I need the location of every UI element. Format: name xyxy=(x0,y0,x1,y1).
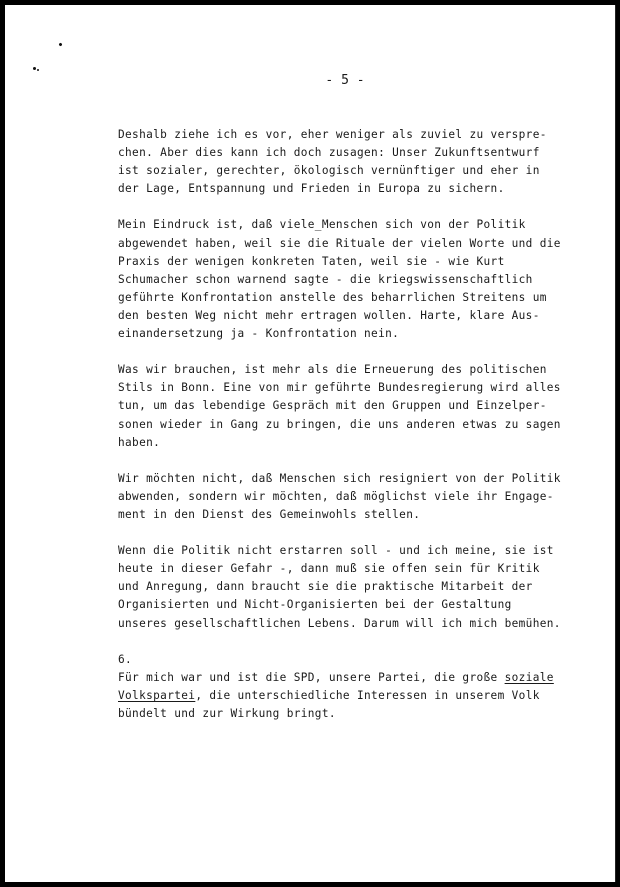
text-line: sonen wieder in Gang zu bringen, die uns anderen etwas zu sagen xyxy=(118,417,561,431)
text-line: den besten Weg nicht mehr ertragen wollen. Harte, klare Aus- xyxy=(118,308,540,322)
paragraph-4 xyxy=(118,470,568,524)
text-line: ment in den Dienst des Gemeinwohls stellen. xyxy=(118,507,421,521)
text-segment: Für mich war und ist die SPD, unsere Partei, die große xyxy=(118,670,505,684)
text-line: Wir möchten nicht, daß Menschen sich resigniert von der Politik xyxy=(118,471,561,485)
text-line: bündelt und zur Wirkung bringt. xyxy=(118,707,336,720)
text-line: ist sozialer, gerechter, ökologisch vernünftiger und eher in xyxy=(118,164,540,178)
text-line: haben. xyxy=(118,435,161,449)
scan-speck xyxy=(37,69,39,71)
underlined-text: soziale xyxy=(504,670,554,684)
text-line: Schumacher schon warnend sagte - die kriegswissenschaftlich xyxy=(118,272,533,286)
text-line: Was wir brauchen, ist mehr als die Erneuerung des politischen xyxy=(118,363,547,377)
text-line: Praxis der wenigen konkreten Taten, weil sie - wie Kurt xyxy=(118,254,505,268)
text-line: Wenn die Politik nicht erstarren soll - und ich meine, sie ist xyxy=(118,544,554,558)
text-line: chen. Aber dies kann ich doch zusagen: Unser Zukunftsentwurf xyxy=(118,146,540,160)
scan-speck xyxy=(58,42,62,46)
underlined-text: Volkspartei xyxy=(118,688,196,702)
text-line: unseres gesellschaftlichen Lebens. Darum will ich mich bemühen. xyxy=(118,616,561,630)
text-line xyxy=(118,687,568,705)
section-6 xyxy=(118,651,568,723)
document-body xyxy=(118,126,568,741)
text-line: geführte Konfrontation anstelle des beharrlichen Streitens um xyxy=(118,290,547,304)
paragraph-3 xyxy=(118,361,568,451)
scan-speck xyxy=(33,67,36,70)
text-line: abgewendet haben, weil sie die Rituale der vielen Worte und die xyxy=(118,236,561,250)
text-line: Deshalb ziehe ich es vor, eher weniger als zuviel zu verspre- xyxy=(118,128,547,141)
document-page xyxy=(5,5,616,882)
text-line: Organisierten und Nicht-Organisierten bei der Gestaltung xyxy=(118,598,512,612)
paragraph-2 xyxy=(118,216,568,343)
text-line: heute in dieser Gefahr -, dann muß sie offen sein für Kritik xyxy=(118,562,540,576)
section-heading: 6. xyxy=(118,652,133,666)
paragraph-5 xyxy=(118,542,568,632)
text-line: Mein Eindruck ist, daß viele_Menschen sich von der Politik xyxy=(118,218,526,232)
text-line xyxy=(118,669,568,687)
text-line: tun, um das lebendige Gespräch mit den Gruppen und Einzelper- xyxy=(118,399,547,413)
text-line: der Lage, Entspannung und Frieden in Europa zu sichern. xyxy=(118,182,505,196)
text-line: einandersetzung ja - Konfrontation nein. xyxy=(118,327,400,341)
text-line: Stils in Bonn. Eine von mir geführte Bundesregierung wird alles xyxy=(118,381,561,395)
page-number: - 5 - xyxy=(325,73,365,88)
paragraph-1 xyxy=(118,126,568,198)
text-line: abwenden, sondern wir möchten, daß möglichst viele ihr Engage- xyxy=(118,489,554,503)
text-segment: , die unterschiedliche Interessen in unserem Volk xyxy=(195,688,540,702)
text-line: und Anregung, dann braucht sie die praktische Mitarbeit der xyxy=(118,580,533,594)
